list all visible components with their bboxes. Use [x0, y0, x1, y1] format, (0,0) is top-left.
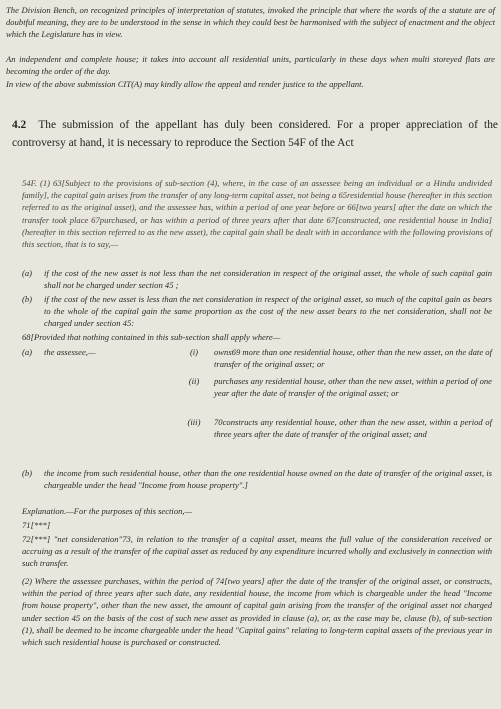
sub-clause-i [180, 346, 492, 370]
argument-paragraph-1: The Division Bench, on recognized principles of interpretation of statutes, invoked the principle that where the words of the a statute are of doubtful meaning, they are to be understood in the sense in which they could best be harmonised with the subject of enactment and the object which the Legislature has in view. [6, 5, 495, 40]
proviso-clause-a-key: (a) [22, 347, 33, 357]
argument-paragraph-3: In view of the above submission CIT(A) may kindly allow the appeal and render justice to the appellant. [6, 79, 364, 89]
sub-clause-i-key: (i) [189, 347, 199, 357]
sub-clause-iii-key: (iii) [187, 417, 201, 427]
proviso: 68[Provided that nothing contained in this sub-section shall apply where— [22, 332, 281, 342]
omitted-clause: 71[***] [22, 520, 51, 530]
sub-clause-i-text: owns69 more than one residential house, other than the new asset, on the date of transfer of the original asset; or [214, 347, 492, 370]
proviso-clause-b-text: the income from such residential house, other than the one residential house owned on the date of transfer of the original asset, is chargeable under the head "Income from house property".] [44, 468, 492, 491]
clause-b-key: (b) [22, 294, 33, 304]
clause-a [22, 267, 492, 291]
clause-b-text: if the cost of the new asset is less than the net consideration in respect of the original asset, so much of the capital gain as bears to the whole of the capital gain the same proportion as the cost of the new asset bears to the net consideration, shall not be charged under section 45: [44, 294, 492, 329]
sub-clause-iii [180, 416, 492, 440]
section-54f-subsection-2: (2) Where the assessee purchases, within the period of 74[two years] after the date of the transfer of the original asset, or constructs, within the period of three years after such date, any residential house, the income from which is chargeable under the head "Income from house property", other than the new asset, the amount of capital gain arising from the transfer of the original asset not charged under section 45 on the basis of the cost of such new asset as provided in clause (a), or, as the case may be, clause (b), of sub-section (1), shall be deemed to be income chargeable under the head "Capital gains" relating to long-term capital assets of the previous year in which such residential house is purchased or constructed. [22, 576, 492, 648]
proviso-clause-a [22, 346, 172, 358]
net-consideration-definition: 72[***] "net consideration"73, in relation to the transfer of a capital asset, means the full value of the consideration received or accruing as a result of the transfer of the capital asset as reduced by any expenditure incurred wholly and exclusively in connection with such transfer. [22, 534, 492, 569]
clause-b [22, 293, 492, 330]
explanation: Explanation.—For the purposes of this section,— [22, 506, 193, 516]
sub-clause-ii-key: (ii) [188, 376, 200, 386]
sub-clause-iii-text: 70constructs any residential house, other than the new asset, within a period of three years after the date of transfer of the original asset; and [214, 417, 492, 440]
sub-clause-ii [180, 375, 492, 399]
argument-paragraph-2: An independent and complete house; it takes into account all residential units, particularly in these days when multi storeyed flats are becoming the order of the day. [6, 54, 495, 77]
proviso-clause-a-text: the assessee,— [44, 347, 96, 357]
clause-a-text: if the cost of the new asset is not less than the net consideration in respect of the original asset, the whole of such capital gain shall not be charged under section 45 ; [44, 268, 492, 291]
section-54f-subsection-1: 54F. (1) 63[Subject to the provisions of sub-section (4), where, in the case of an assessee being an individual or a Hindu undivided family], the capital gain arises from the transfer of any long-term capital asset, not being a 65residential house (hereafter in this section referred to as the original asset), and the assessee has, within a period of one year before or 66[two years] after the date on which the transfer took place 67purchased, or has within a period of three years after that date 67[constructed, one residential house in India] (hereafter in this section referred to as the new asset), the capital gain shall be dealt with in accordance with the following provisions of this section, that is to say,— [22, 178, 492, 250]
section-4-2-paragraph [12, 117, 498, 152]
sub-clause-ii-text: purchases any residential house, other than the new asset, within a period of one year after the date of transfer of the original asset; or [214, 376, 492, 399]
section-number: 4.2 [12, 119, 27, 131]
clause-a-key: (a) [22, 268, 33, 278]
proviso-clause-b [22, 467, 492, 491]
proviso-clause-b-key: (b) [22, 468, 33, 478]
section-4-2-text: The submission of the appellant has duly been considered. For a proper appreciation of the controversy at hand, it is necessary to reproduce the Section 54F of the Act [12, 119, 498, 149]
